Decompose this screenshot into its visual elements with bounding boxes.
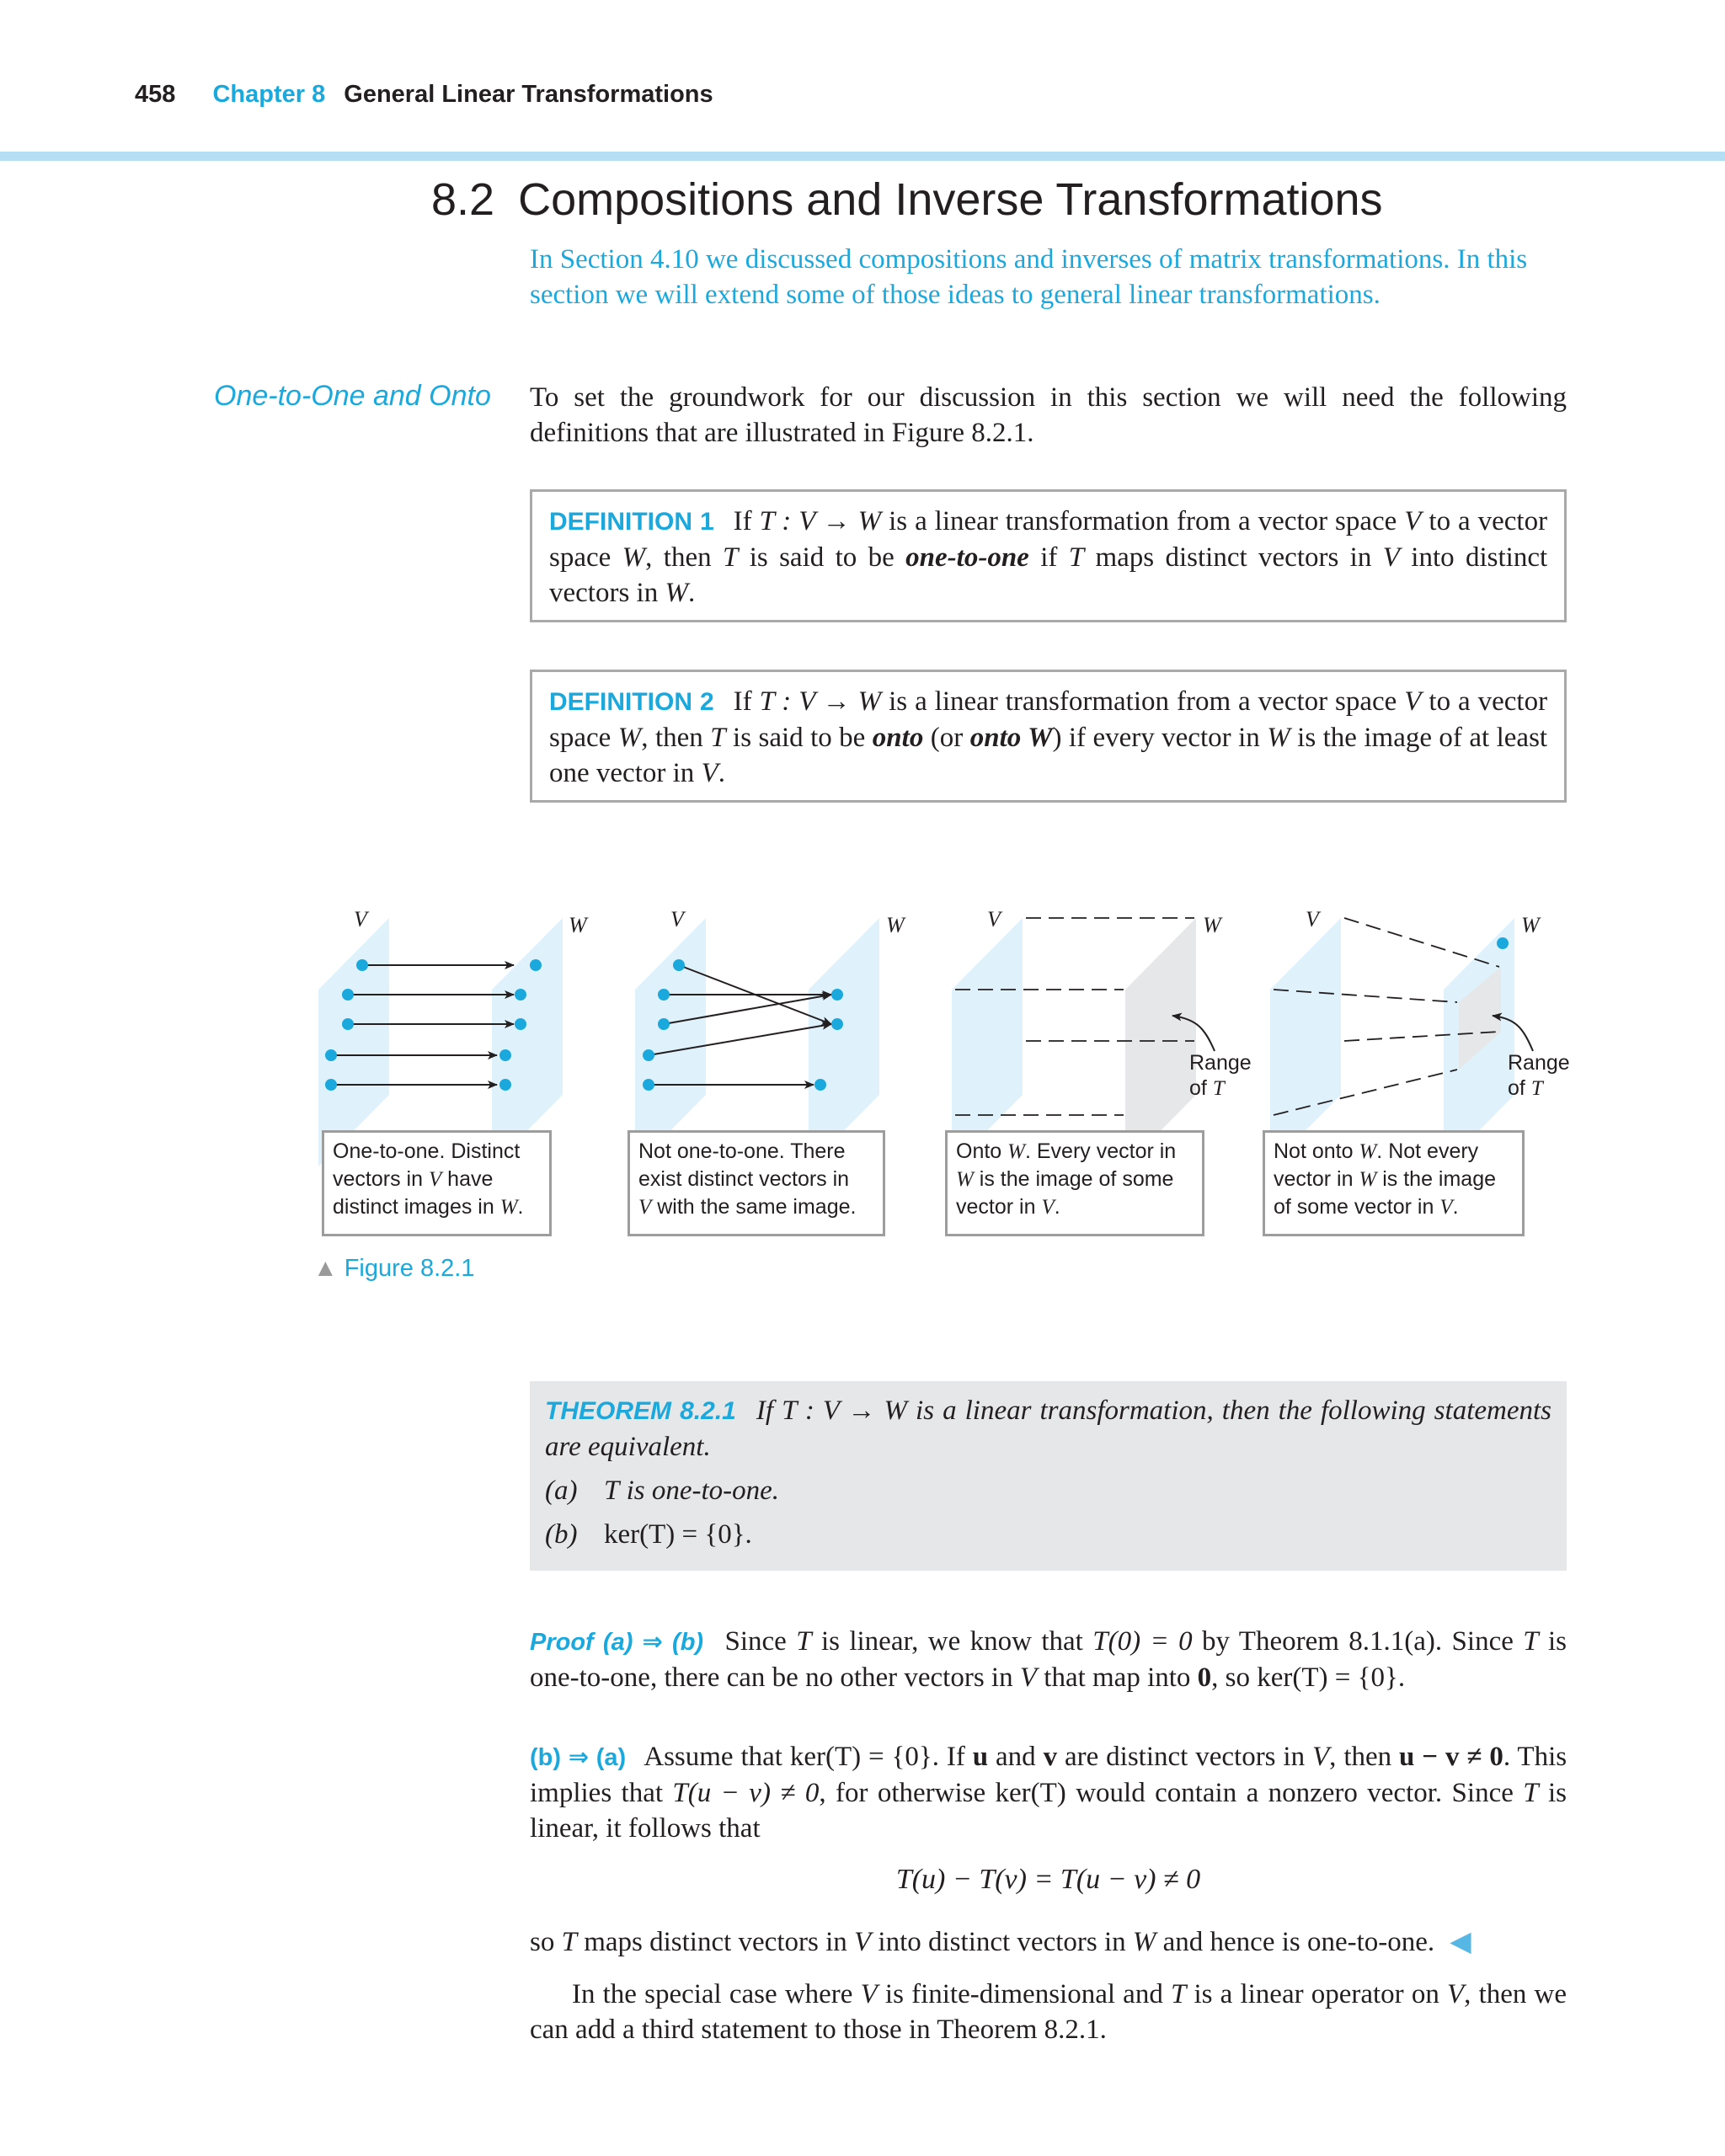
image-dot — [530, 959, 542, 971]
proof-text: that map into — [1044, 1662, 1191, 1693]
range-t: T — [1212, 1077, 1225, 1100]
proof-part-1: Proof (a) ⇒ (b) Since T is linear, we know that T(0) = 0 by Theorem 8.1.1(a). Since T is one-to-one, there can be no other vectors in V that map into 0, so ker(T) = {0}. — [530, 1626, 1567, 1693]
vector-dot — [673, 959, 685, 971]
item-text: is one-to-one. — [626, 1476, 780, 1506]
page-number: 458 — [135, 81, 176, 108]
caption-line — [333, 1193, 541, 1221]
definition-2-box: DEFINITION 2 If T : V → W is a linear transformation from a vector space V to a vector space W, then T is said to be onto (or onto W) if every vector in W is the image of at least one vector in V. — [530, 670, 1567, 803]
def1-text: is said to be — [749, 542, 895, 573]
range-label: Range — [1508, 1051, 1570, 1075]
running-header — [135, 81, 713, 109]
caption-text: distinct images in — [333, 1195, 494, 1219]
codomain-plane — [492, 918, 563, 1166]
def2-text: is said to be — [733, 723, 866, 753]
def1-var: W — [665, 578, 688, 608]
caption-line — [333, 1166, 541, 1193]
def2-var: T — [710, 723, 726, 753]
item-var: T — [604, 1476, 620, 1506]
def2-var: V — [701, 758, 718, 788]
proof-text: so — [530, 1927, 555, 1957]
def2-var: W — [617, 723, 642, 753]
label-v: V — [670, 907, 684, 931]
caption-text: vectors in — [333, 1167, 423, 1191]
section-title — [431, 173, 1383, 226]
caption-var: W — [499, 1196, 518, 1219]
def1-term: one-to-one — [905, 542, 1029, 573]
def2-text: ) if every vector in — [1052, 723, 1260, 753]
def1-text: to a vector space — [549, 506, 1548, 573]
image-dot — [515, 989, 526, 1001]
vector-dot — [325, 1079, 337, 1091]
panel-onto — [952, 907, 1252, 1166]
caption-line: Not one-to-one. There — [638, 1139, 846, 1163]
def1-var: T — [1068, 542, 1085, 573]
proof-math: ker(T) = {0} — [1257, 1662, 1398, 1693]
para-var: V — [1447, 1979, 1465, 2009]
caption-line — [1274, 1193, 1514, 1221]
def2-text: (or — [930, 723, 964, 753]
caption-line: One-to-one. Distinct — [333, 1139, 521, 1163]
item-tag: (a) — [545, 1476, 578, 1506]
proof-text: and hence is one-to-one. — [1162, 1927, 1435, 1957]
caption-var: W — [1359, 1140, 1377, 1163]
caption-line — [956, 1193, 1194, 1221]
caption-text: Not onto — [1274, 1139, 1354, 1163]
def1-text: If — [733, 506, 752, 536]
proof-text: are distinct vectors in — [1065, 1742, 1306, 1772]
caption-text: . — [1054, 1195, 1060, 1219]
chapter-title: General Linear Transformations — [344, 81, 713, 108]
range-of: of — [1189, 1076, 1207, 1100]
proof-var: W — [1132, 1927, 1156, 1957]
caption-var: V — [638, 1196, 652, 1219]
caption-var: W — [1359, 1168, 1377, 1191]
label-w: W — [569, 913, 587, 937]
vector-dot — [342, 989, 354, 1001]
unreached-vector-dot — [1497, 937, 1509, 949]
proof-text: , then — [1329, 1742, 1392, 1772]
caption-line — [956, 1138, 1194, 1166]
proof-text: . If — [932, 1742, 965, 1772]
def2-var: W — [1267, 723, 1290, 753]
def1-text: if — [1040, 542, 1058, 573]
proof-text: maps distinct vectors in — [584, 1927, 847, 1957]
image-dot — [515, 1018, 526, 1030]
proof-text: into distinct vectors in — [878, 1927, 1126, 1957]
def2-text: If — [733, 686, 752, 717]
display-equation: T(u) − T(v) = T(u − v) ≠ 0 — [895, 1864, 1201, 1895]
caption-text: have — [447, 1167, 494, 1191]
vector-dot — [356, 959, 368, 971]
section-title-text: Compositions and Inverse Transformations — [518, 174, 1383, 225]
def2-text: , then — [641, 723, 703, 753]
chapter-label: Chapter 8 — [212, 81, 326, 108]
theorem-map: T : V → W — [782, 1396, 907, 1426]
proof-text: , for otherwise — [819, 1778, 986, 1808]
caption-var: W — [956, 1168, 974, 1191]
para-text: In the special case where — [572, 1979, 853, 2009]
item-text: ker(T) = {0}. — [604, 1519, 752, 1550]
def2-term: onto — [872, 723, 924, 753]
def2-var: V — [1404, 686, 1422, 717]
vector-dot — [643, 1079, 654, 1091]
proof-text: is linear, it follows that — [530, 1778, 1567, 1844]
caption-var: V — [1439, 1196, 1453, 1219]
end-of-proof-icon: ◀ — [1450, 1927, 1471, 1957]
caption-text: . Every vector in — [1024, 1139, 1177, 1163]
label-w: W — [886, 913, 905, 937]
caption-one-to-one — [322, 1130, 552, 1236]
domain-plane — [635, 918, 706, 1166]
caption-line: exist distinct vectors in — [638, 1167, 850, 1191]
header-rule — [0, 152, 1725, 161]
def1-var: W — [622, 542, 646, 573]
panel-one-to-one — [318, 907, 589, 1166]
proof-text: , so — [1211, 1662, 1251, 1693]
proof-text: would contain a nonzero vector. Since — [1076, 1778, 1514, 1808]
label-w: W — [1521, 913, 1540, 937]
section-intro: In Section 4.10 we discussed compositions and inverses of matrix transformations. In this section we will extend some of those ideas to general linear transformations. — [530, 244, 1528, 310]
caption-var: V — [428, 1168, 442, 1191]
projection-line — [1344, 918, 1499, 967]
caption-text: . Not every — [1376, 1139, 1479, 1163]
range-t: T — [1530, 1077, 1543, 1100]
section-number: 8.2 — [431, 174, 495, 225]
subsection-heading: One-to-One and Onto — [214, 380, 491, 412]
theorem-item-a — [545, 1473, 1551, 1508]
para-var: T — [1170, 1979, 1187, 2009]
proof-math: ker(T) — [995, 1778, 1066, 1808]
def1-text: into distinct vectors in — [549, 542, 1548, 608]
label-v: V — [1306, 907, 1319, 931]
caption-line — [1274, 1138, 1514, 1166]
proof-label: (b) ⇒ (a) — [530, 1744, 627, 1771]
vector-dot — [325, 1049, 337, 1061]
theorem-label: THEOREM 8.2.1 — [545, 1397, 736, 1425]
proof-math: 0 — [1197, 1662, 1212, 1693]
proof-conclusion — [530, 1924, 1567, 1960]
caption-text: is the image — [1382, 1167, 1497, 1191]
theorem-item-b — [545, 1517, 1551, 1552]
figure-label-text: Figure 8.2.1 — [344, 1255, 475, 1282]
def2-text: is the image of at least one vector in — [549, 723, 1548, 788]
proof-var: T — [796, 1626, 812, 1657]
figure-label — [313, 1255, 474, 1283]
codomain-plane — [809, 918, 879, 1166]
proof-math: u − v ≠ 0 — [1399, 1742, 1503, 1772]
caption-text: vector in — [956, 1195, 1036, 1219]
triangle-icon: ▲ — [313, 1255, 338, 1282]
proof-math: T(0) = 0 — [1092, 1626, 1193, 1657]
proof-math: ker(T) = {0} — [789, 1742, 932, 1772]
domain-plane — [1270, 918, 1341, 1166]
theorem-text: is a linear transformation, then the following statements are equivalent. — [545, 1396, 1551, 1462]
image-dot — [831, 1018, 843, 1030]
range-label — [1189, 1076, 1226, 1100]
def1-text: , then — [645, 542, 712, 573]
theorem-statement — [545, 1393, 1551, 1465]
proof-var: V — [1019, 1662, 1038, 1693]
caption-text: of some vector in — [1274, 1195, 1434, 1219]
domain-plane — [952, 918, 1023, 1166]
caption-text: with the same image. — [657, 1195, 857, 1219]
label-v: V — [354, 907, 367, 931]
image-dot — [499, 1079, 511, 1091]
proof-text: and — [996, 1742, 1036, 1772]
proof-var: V — [1312, 1742, 1330, 1772]
def1-map: T : V → W — [759, 506, 882, 536]
proof-var: T — [561, 1927, 577, 1957]
caption-text: . — [517, 1195, 524, 1219]
proof-text: . This implies that — [530, 1742, 1567, 1808]
def2-text: to a vector space — [549, 686, 1548, 753]
def1-var: T — [722, 542, 739, 573]
proof-var: v — [1043, 1742, 1058, 1772]
caption-var: W — [1007, 1140, 1025, 1163]
range-plane — [1125, 918, 1196, 1166]
def1-text: maps distinct vectors in — [1095, 542, 1372, 573]
domain-plane — [318, 918, 389, 1166]
theorem-box — [530, 1381, 1567, 1571]
caption-not-onto — [1263, 1130, 1525, 1236]
proof-var: V — [854, 1927, 872, 1957]
proof-var: T — [1523, 1626, 1539, 1657]
proof-text: Since — [724, 1626, 787, 1657]
caption-text: is the image of some — [979, 1167, 1174, 1191]
proof-text: Assume that — [644, 1742, 782, 1772]
proof-label: Proof (a) ⇒ (b) — [530, 1629, 704, 1656]
proof-var: T — [1523, 1778, 1539, 1808]
item-tag: (b) — [545, 1519, 578, 1550]
def2-text: is a linear transformation from a vector space — [889, 686, 1397, 717]
definition-2-label: DEFINITION 2 — [549, 688, 714, 716]
proof-var: u — [972, 1742, 989, 1772]
panel-not-one-to-one — [635, 907, 906, 1166]
para-text: is a linear operator on — [1194, 1979, 1439, 2009]
theorem-text: If — [756, 1396, 774, 1426]
proof-text: is linear, we know that — [820, 1626, 1083, 1657]
image-dot — [831, 989, 843, 1001]
para-var: V — [860, 1979, 878, 2009]
vector-dot — [658, 1018, 670, 1030]
caption-line — [1274, 1166, 1514, 1193]
para-text: is finite-dimensional and — [884, 1979, 1163, 2009]
range-label: Range — [1189, 1051, 1252, 1075]
caption-text: Onto — [956, 1139, 1002, 1163]
vector-dot — [342, 1018, 354, 1030]
closing-paragraph — [530, 1977, 1567, 2047]
proof-text: is one-to-one, there can be no other vectors in — [530, 1626, 1567, 1693]
def1-var: V — [1404, 506, 1422, 536]
label-v: V — [987, 907, 1001, 931]
proof-math: T(u − v) ≠ 0 — [672, 1778, 820, 1808]
def2-map: T : V → W — [759, 686, 882, 717]
subsection-paragraph: To set the groundwork for our discussion in this section we will need the following definitions that are illustrated in Figure 8.2.1. — [530, 382, 1567, 448]
range-label — [1508, 1076, 1545, 1100]
def2-term: onto W — [969, 723, 1053, 753]
panel-not-onto — [1270, 907, 1570, 1166]
image-dot — [499, 1049, 511, 1061]
para-text: , then we can add a third statement to those in Theorem 8.2.1. — [530, 1979, 1567, 2045]
caption-not-one-to-one — [628, 1130, 885, 1236]
caption-line — [956, 1166, 1194, 1193]
vector-dot — [643, 1049, 654, 1061]
def1-text: is a linear transformation from a vector space — [889, 506, 1397, 536]
caption-text: vector in — [1274, 1167, 1354, 1191]
proof-text: by Theorem 8.1.1(a). Since — [1202, 1626, 1514, 1657]
vector-dot — [658, 989, 670, 1001]
def1-var: V — [1382, 542, 1400, 573]
caption-onto — [945, 1130, 1204, 1236]
definition-1-box: DEFINITION 1 If T : V → W is a linear transformation from a vector space V to a vector space W, then T is said to be one-to-one if T maps distinct vectors in V into distinct vectors in W. — [530, 489, 1567, 622]
label-w: W — [1203, 913, 1221, 937]
caption-text: . — [1452, 1195, 1459, 1219]
caption-line — [638, 1193, 874, 1221]
definition-1-label: DEFINITION 1 — [549, 508, 714, 536]
range-of: of — [1508, 1076, 1525, 1100]
image-dot — [814, 1079, 826, 1091]
proof-part-2 — [530, 1739, 1567, 1846]
caption-var: V — [1041, 1196, 1055, 1219]
